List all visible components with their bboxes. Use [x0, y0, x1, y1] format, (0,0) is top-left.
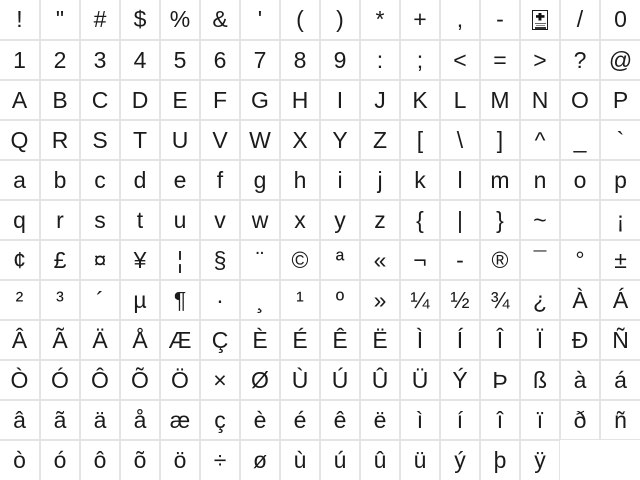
glyph-cell[interactable]: Ã [40, 320, 80, 360]
glyph-cell[interactable]: þ [480, 440, 520, 480]
glyph-cell[interactable]: y [320, 200, 360, 240]
glyph-cell[interactable]: É [280, 320, 320, 360]
glyph-cell[interactable]: F [200, 80, 240, 120]
glyph-cell[interactable]: Ö [160, 360, 200, 400]
glyph-cell[interactable]: ÿ [520, 440, 560, 480]
glyph-cell[interactable]: 5 [160, 40, 200, 80]
glyph-cell[interactable]: x [280, 200, 320, 240]
glyph-cell[interactable]: Ø [240, 360, 280, 400]
glyph-cell[interactable]: > [520, 40, 560, 80]
glyph-cell[interactable]: ' [240, 0, 280, 40]
glyph-cell[interactable]: $ [120, 0, 160, 40]
glyph-cell[interactable]: º [320, 280, 360, 320]
glyph-cell[interactable]: U [160, 120, 200, 160]
glyph-cell[interactable]: q [0, 200, 40, 240]
glyph-cell[interactable]: û [360, 440, 400, 480]
empty-cell [600, 440, 640, 480]
glyph-cell[interactable]: Í [440, 320, 480, 360]
glyph-cell[interactable]: Q [0, 120, 40, 160]
glyph-cell[interactable]: E [160, 80, 200, 120]
glyph-cell[interactable]: 6 [200, 40, 240, 80]
glyph-cell[interactable]: ð [560, 400, 600, 440]
glyph-cell[interactable]: A [0, 80, 40, 120]
glyph-cell[interactable]: g [240, 160, 280, 200]
glyph-cell[interactable]: ã [40, 400, 80, 440]
glyph-cell[interactable]: e [160, 160, 200, 200]
glyph-cell[interactable]: ¼ [400, 280, 440, 320]
glyph-cell[interactable]: â [0, 400, 40, 440]
glyph-cell[interactable]: Z [360, 120, 400, 160]
glyph-cell[interactable]: 4 [120, 40, 160, 80]
glyph-cell[interactable]: W [240, 120, 280, 160]
glyph-cell[interactable]: ø [240, 440, 280, 480]
glyph-cell[interactable]: · [200, 280, 240, 320]
glyph-cell[interactable]: ± [600, 240, 640, 280]
bitmap-cross-shape [536, 13, 545, 21]
glyph-cell[interactable]: V [200, 120, 240, 160]
glyph-cell-bitmap[interactable] [520, 0, 560, 40]
glyph-cell[interactable]: " [40, 0, 80, 40]
empty-cell [560, 440, 600, 480]
bitmap-text-line [535, 23, 546, 24]
glyph-cell[interactable]: | [440, 200, 480, 240]
glyph-cell[interactable]: ½ [440, 280, 480, 320]
glyph-cell[interactable]: 2 [40, 40, 80, 80]
glyph-cell[interactable]: Ó [40, 360, 80, 400]
glyph-cell[interactable]: ¿ [520, 280, 560, 320]
glyph-cell[interactable]: Å [120, 320, 160, 360]
glyph-cell[interactable]: © [280, 240, 320, 280]
glyph-cell[interactable]: ´ [80, 280, 120, 320]
glyph-cell[interactable]: P [600, 80, 640, 120]
glyph-cell[interactable]: # [80, 0, 120, 40]
glyph-cell[interactable]: < [440, 40, 480, 80]
glyph-cell[interactable]: C [80, 80, 120, 120]
glyph-cell[interactable]: ê [320, 400, 360, 440]
glyph-cell[interactable]: L [440, 80, 480, 120]
glyph-cell[interactable] [560, 200, 600, 240]
glyph-cell[interactable]: o [560, 160, 600, 200]
glyph-cell[interactable]: } [480, 200, 520, 240]
glyph-cell[interactable]: H [280, 80, 320, 120]
glyph-cell[interactable]: é [280, 400, 320, 440]
glyph-cell[interactable]: ² [0, 280, 40, 320]
glyph-cell[interactable]: ü [400, 440, 440, 480]
glyph-cell[interactable]: p [600, 160, 640, 200]
bitmap-text-line [535, 27, 546, 29]
glyph-cell[interactable]: m [480, 160, 520, 200]
glyph-cell[interactable]: B [40, 80, 80, 120]
glyph-cell[interactable]: r [40, 200, 80, 240]
glyph-cell[interactable]: [ [400, 120, 440, 160]
glyph-cell[interactable]: K [400, 80, 440, 120]
glyph-cell[interactable]: 3 [80, 40, 120, 80]
glyph-cell[interactable]: Á [600, 280, 640, 320]
glyph-cell[interactable]: ó [40, 440, 80, 480]
glyph-cell[interactable]: è [240, 400, 280, 440]
glyph-cell[interactable]: ¨ [240, 240, 280, 280]
glyph-cell[interactable]: Ä [80, 320, 120, 360]
glyph-cell[interactable]: R [40, 120, 80, 160]
glyph-cell[interactable]: b [40, 160, 80, 200]
glyph-cell[interactable]: O [560, 80, 600, 120]
glyph-cell[interactable]: ý [440, 440, 480, 480]
glyph-cell[interactable]: ³ [40, 280, 80, 320]
glyph-cell[interactable]: Ñ [600, 320, 640, 360]
glyph-cell[interactable]: l [440, 160, 480, 200]
glyph-cell[interactable]: ¡ [600, 200, 640, 240]
glyph-cell[interactable]: ] [480, 120, 520, 160]
glyph-cell[interactable]: = [480, 40, 520, 80]
glyph-cell[interactable]: £ [40, 240, 80, 280]
glyph-cell[interactable]: ª [320, 240, 360, 280]
glyph-cell[interactable]: 9 [320, 40, 360, 80]
glyph-cell[interactable]: z [360, 200, 400, 240]
glyph-cell[interactable]: ¾ [480, 280, 520, 320]
glyph-cell[interactable]: n [520, 160, 560, 200]
glyph-cell[interactable]: Ò [0, 360, 40, 400]
glyph-cell[interactable]: D [120, 80, 160, 120]
glyph-cell[interactable]: Ê [320, 320, 360, 360]
glyph-cell[interactable]: 1 [0, 40, 40, 80]
glyph-cell[interactable]: Þ [480, 360, 520, 400]
glyph-cell[interactable]: Î [480, 320, 520, 360]
glyph-cell[interactable]: a [0, 160, 40, 200]
glyph-cell[interactable]: » [360, 280, 400, 320]
glyph-cell[interactable]: È [240, 320, 280, 360]
glyph-cell[interactable]: 7 [240, 40, 280, 80]
glyph-cell[interactable]: Y [320, 120, 360, 160]
glyph-cell[interactable]: , [440, 0, 480, 40]
glyph-cell[interactable]: Â [0, 320, 40, 360]
glyph-cell[interactable]: ù [280, 440, 320, 480]
glyph-cell[interactable]: ¶ [160, 280, 200, 320]
glyph-cell[interactable]: & [200, 0, 240, 40]
glyph-cell[interactable]: × [200, 360, 240, 400]
glyph-cell[interactable]: @ [600, 40, 640, 80]
glyph-cell[interactable]: Ü [400, 360, 440, 400]
glyph-cell[interactable]: ^ [520, 120, 560, 160]
glyph-cell[interactable]: ¢ [0, 240, 40, 280]
glyph-cell[interactable]: i [320, 160, 360, 200]
glyph-cell[interactable]: õ [120, 440, 160, 480]
glyph-cell[interactable]: Õ [120, 360, 160, 400]
glyph-cell[interactable]: ) [320, 0, 360, 40]
glyph-cell[interactable]: M [480, 80, 520, 120]
glyph-cell[interactable]: Ð [560, 320, 600, 360]
glyph-cell[interactable]: ` [600, 120, 640, 160]
glyph-cell[interactable]: Ù [280, 360, 320, 400]
glyph-cell[interactable]: h [280, 160, 320, 200]
glyph-cell[interactable]: ? [560, 40, 600, 80]
glyph-cell[interactable]: § [200, 240, 240, 280]
glyph-cell[interactable]: d [120, 160, 160, 200]
glyph-cell[interactable]: J [360, 80, 400, 120]
glyph-cell[interactable]: 8 [280, 40, 320, 80]
glyph-cell[interactable]: X [280, 120, 320, 160]
glyph-cell[interactable]: ! [0, 0, 40, 40]
glyph-cell[interactable]: ä [80, 400, 120, 440]
glyph-cell[interactable]: t [120, 200, 160, 240]
glyph-cell[interactable]: ì [400, 400, 440, 440]
glyph-cell[interactable]: µ [120, 280, 160, 320]
glyph-cell[interactable]: ° [560, 240, 600, 280]
glyph-cell[interactable]: ¸ [240, 280, 280, 320]
glyph-cell[interactable]: ¹ [280, 280, 320, 320]
glyph-cell[interactable]: c [80, 160, 120, 200]
glyph-cell[interactable]: Ç [200, 320, 240, 360]
bitmap-text-line [536, 25, 545, 26]
glyph-cell[interactable]: ë [360, 400, 400, 440]
broken-image-icon [532, 10, 548, 30]
glyph-cell[interactable]: + [400, 0, 440, 40]
glyph-cell[interactable]: æ [160, 400, 200, 440]
glyph-cell[interactable]: S [80, 120, 120, 160]
glyph-cell[interactable]: í [440, 400, 480, 440]
glyph-cell[interactable]: ¬ [400, 240, 440, 280]
glyph-cell[interactable]: _ [560, 120, 600, 160]
glyph-cell[interactable]: N [520, 80, 560, 120]
glyph-cell[interactable]: ú [320, 440, 360, 480]
glyph-cell[interactable]: Ë [360, 320, 400, 360]
glyph-cell[interactable]: { [400, 200, 440, 240]
glyph-cell[interactable]: ® [480, 240, 520, 280]
glyph-cell[interactable]: À [560, 280, 600, 320]
glyph-cell[interactable]: Æ [160, 320, 200, 360]
glyph-cell[interactable]: ô [80, 440, 120, 480]
glyph-cell[interactable]: Û [360, 360, 400, 400]
glyph-cell[interactable]: w [240, 200, 280, 240]
glyph-cell[interactable]: v [200, 200, 240, 240]
glyph-cell[interactable]: î [480, 400, 520, 440]
glyph-cell[interactable]: % [160, 0, 200, 40]
glyph-cell[interactable]: å [120, 400, 160, 440]
glyph-cell[interactable]: ¥ [120, 240, 160, 280]
glyph-cell[interactable]: Ì [400, 320, 440, 360]
glyph-cell[interactable]: á [600, 360, 640, 400]
glyph-cell[interactable]: f [200, 160, 240, 200]
glyph-cell[interactable]: / [560, 0, 600, 40]
glyph-cell[interactable]: à [560, 360, 600, 400]
glyph-cell[interactable]: ß [520, 360, 560, 400]
glyph-cell[interactable]: ö [160, 440, 200, 480]
glyph-cell[interactable]: - [480, 0, 520, 40]
glyph-cell[interactable]: « [360, 240, 400, 280]
glyph-cell[interactable]: I [320, 80, 360, 120]
glyph-cell[interactable]: Ý [440, 360, 480, 400]
glyph-cell[interactable]: Ï [520, 320, 560, 360]
glyph-cell[interactable]: ( [280, 0, 320, 40]
glyph-cell[interactable]: ñ [600, 400, 640, 440]
glyph-cell[interactable]: - [440, 240, 480, 280]
glyph-cell[interactable]: u [160, 200, 200, 240]
glyph-cell[interactable]: ÷ [200, 440, 240, 480]
glyph-cell[interactable]: k [400, 160, 440, 200]
glyph-cell[interactable]: j [360, 160, 400, 200]
glyph-cell[interactable]: ; [400, 40, 440, 80]
glyph-cell[interactable]: Ú [320, 360, 360, 400]
glyph-cell[interactable]: Ô [80, 360, 120, 400]
glyph-cell[interactable]: : [360, 40, 400, 80]
glyph-cell[interactable]: ç [200, 400, 240, 440]
glyph-cell[interactable]: ¯ [520, 240, 560, 280]
glyph-cell[interactable]: 0 [600, 0, 640, 40]
glyph-cell[interactable]: T [120, 120, 160, 160]
glyph-cell[interactable]: ò [0, 440, 40, 480]
glyph-cell[interactable]: ¤ [80, 240, 120, 280]
glyph-cell[interactable]: * [360, 0, 400, 40]
glyph-cell[interactable]: G [240, 80, 280, 120]
glyph-cell[interactable]: ï [520, 400, 560, 440]
glyph-cell[interactable]: ¦ [160, 240, 200, 280]
glyph-cell[interactable]: \ [440, 120, 480, 160]
glyph-cell[interactable]: s [80, 200, 120, 240]
glyph-cell[interactable]: ~ [520, 200, 560, 240]
